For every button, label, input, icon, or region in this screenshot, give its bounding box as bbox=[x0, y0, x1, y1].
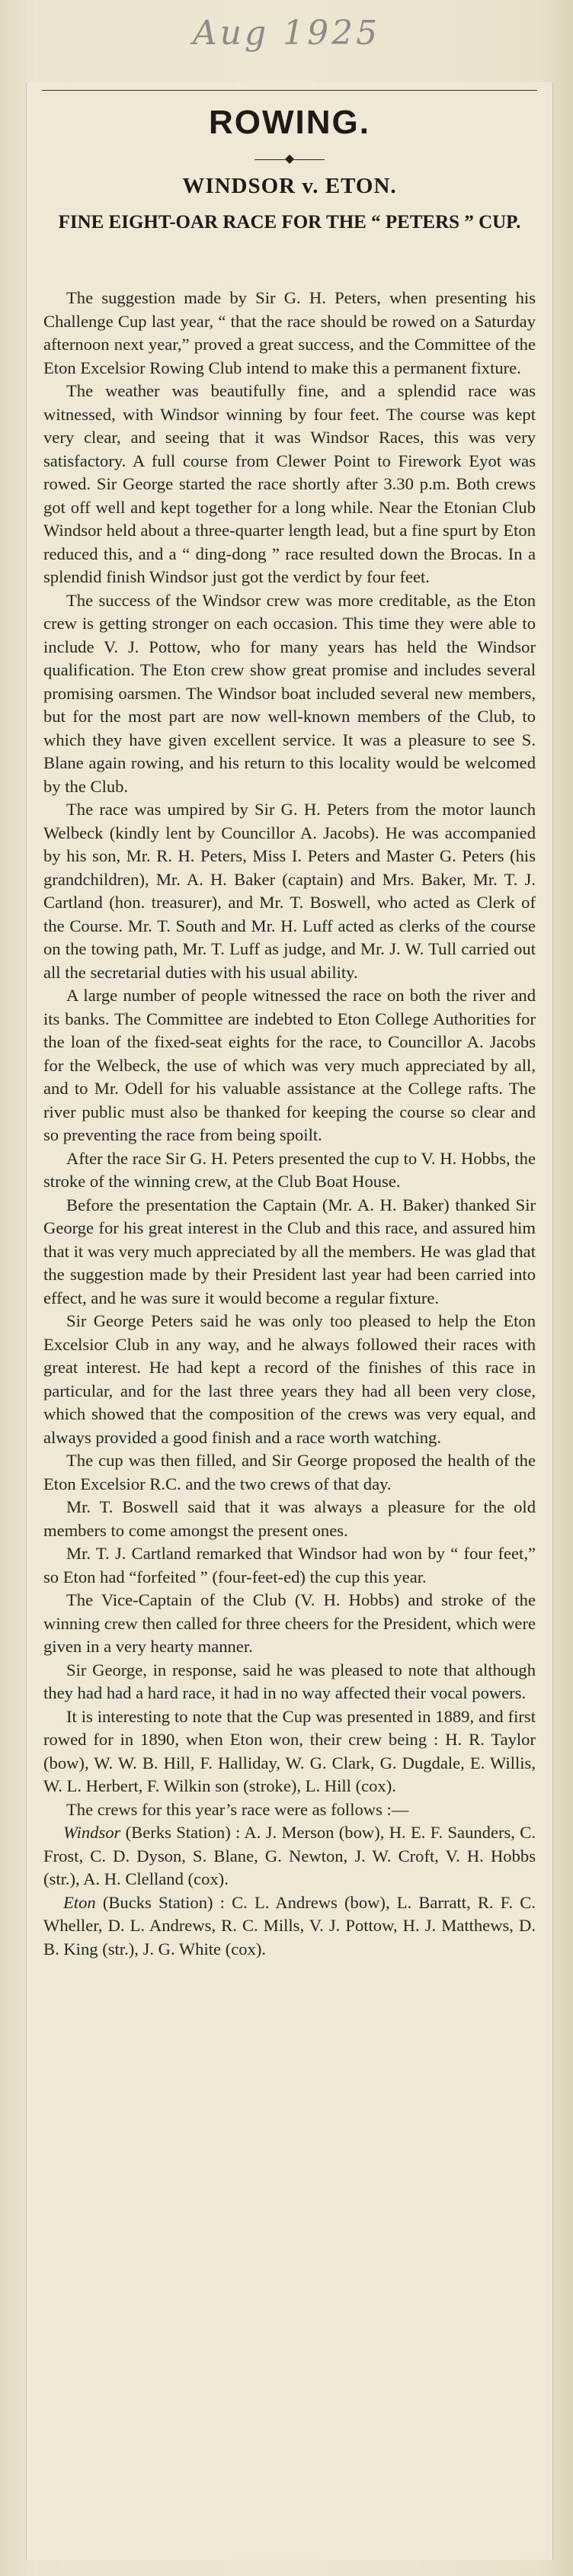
paragraph: A large number of people witnessed the race on both the river and its banks. The Committee are indebted to Eton College Authorities for the loan of the fixed-seat eights for the race, to Councillor A. Jacobs for the Welbeck, the use of which was very much appreciated by all, and to Mr. Odell for his valuable assistance at the College rafts. The river public must also be thanked for keeping the course so clear and so preventing the race from being spoilt. bbox=[43, 986, 536, 1144]
subheading: FINE EIGHT-OAR RACE FOR THE “ PETERS ” CUP. bbox=[58, 212, 521, 233]
windsor-crew bbox=[43, 1821, 536, 1891]
windsor-crew-members: (Berks Station) : A. J. Merson (bow), H. E. F. Saunders, C. Frost, C. D. Dyson, S. Blane, G. Newton, J. W. Croft, V. H. Hobbs (str.), A. H. Clelland (cox). bbox=[43, 1823, 536, 1888]
paragraph: The success of the Windsor crew was more creditable, as the Eton crew is getting stronger on each occasion. This time they were able to include V. J. Pottow, who for many years has held the Windsor qualification. The Eton crew show great promise and includes several promising oarsmen. The Windsor boat included several new members, but for the most part are now well-known members of the Club, to which they have given excellent service. It was a pleasure to see S. Blane again rowing, and his return to this locality would be welcomed by the Club. bbox=[43, 590, 536, 796]
ornament-divider: ◆ bbox=[27, 153, 552, 165]
paragraph: The suggestion made by Sir G. H. Peters, when presenting his Challenge Cup last year, “ that the race should be rowed on a Saturday afternoon next year,” proved a great success, and the Committee of the Eton Excelsior Rowing Club intend to make this a permanent fixture. bbox=[43, 288, 536, 377]
paragraph: The race was umpired by Sir G. H. Peters from the motor launch Welbeck (kindly lent by Councillor A. Jacobs). He was accompanied by his son, Mr. R. H. Peters, Miss I. Peters and Master G. Peters (his grandchildren), Mr. A. H. Baker (captain) and Mrs. Baker, Mr. T. J. Cartland (hon. treasurer), and Mr. T. Boswell, who acted as Clerk of the Course. Mr. T. South and Mr. H. Luff acted as clerks of the course on the towing path, Mr. T. Luff as judge, and Mr. J. W. Tull carried out all the secretarial duties with his usual ability. bbox=[43, 800, 536, 982]
paragraph: The crews for this year’s race were as follows :— bbox=[66, 1799, 409, 1819]
paragraph: The weather was beautifully fine, and a splendid race was witnessed, with Windsor winning by four feet. The course was kept very clear, and seeing that it was Windsor Races, this was very satisfactory. A full course from Clewer Point to Firework Eyot was rowed. Sir George started the race shortly after 3.30 p.m. Both crews got off well and kept together for a long while. Near the Etonian Club Windsor held about a three-quarter length lead, but a fine spurt by Eton reduced this, and a “ ding-dong ” race resulted down the Brocas. In a splendid finish Windsor just got the verdict by four feet. bbox=[43, 381, 536, 586]
paragraph: Mr. T. J. Cartland remarked that Windsor had won by “ four feet,” so Eton had “forfeited ” (four-feet-ed) the cup this year. bbox=[43, 1544, 536, 1586]
paragraph: Before the presentation the Captain (Mr. A. H. Baker) thanked Sir George for his great interest in the Club and this race, and assured him that it was very much appreciated by all the members. He was glad that the suggestion made by their President last year had been carried into effect, and he was sure it would become a regular fixture. bbox=[43, 1195, 536, 1307]
headline: WINDSOR v. ETON. bbox=[182, 174, 397, 198]
handwritten-date: Aug 1925 bbox=[192, 14, 381, 53]
paragraph: After the race Sir G. H. Peters presented the cup to V. H. Hobbs, the stroke of the winning crew, at the Club Boat House. bbox=[43, 1148, 536, 1191]
eton-crew bbox=[43, 1891, 536, 1962]
paragraph: Sir George, in response, said he was pleased to note that although they had had a hard race, it had in no way affected their vocal powers. bbox=[43, 1660, 536, 1702]
eton-crew-label: Eton bbox=[63, 1892, 96, 1912]
paragraph: The Vice-Captain of the Club (V. H. Hobbs) and stroke of the winning crew then called for three cheers for the President, which were given in a very hearty manner. bbox=[43, 1590, 536, 1656]
windsor-crew-label: Windsor bbox=[63, 1823, 121, 1842]
paragraph: Mr. T. Boswell said that it was always a pleasure for the old members to come amongst the present ones. bbox=[43, 1497, 536, 1540]
section-title: ROWING. bbox=[209, 104, 370, 141]
paragraph: Sir George Peters said he was only too pleased to help the Eton Excelsior Club in any way, and he always followed their races with great interest. He had kept a record of the finishes of this race in particular, and for the last three years they had all been very close, which showed that the composition of the crews was very equal, and always provided a good finish and a race worth watching. bbox=[43, 1311, 536, 1447]
eton-crew-members: (Bucks Station) : C. L. Andrews (bow), L. Barratt, R. F. C. Wheller, D. L. Andrews, R. C. Mills, V. J. Pottow, H. J. Matthews, D. B. King (str.), J. G. White (cox). bbox=[43, 1892, 536, 1958]
article-body bbox=[43, 287, 536, 1961]
top-rule bbox=[42, 90, 537, 91]
paragraph: The cup was then filled, and Sir George proposed the health of the Eton Excelsior R.C. and the two crews of that day. bbox=[43, 1451, 536, 1493]
newspaper-clipping bbox=[26, 82, 553, 2560]
paragraph: It is interesting to note that the Cup was presented in 1889, and first rowed for in 1890, when Eton won, their crew being : H. R. Taylor (bow), W. W. B. Hill, F. Halliday, W. G. Clark, G. Dugdale, E. Willis, W. L. Herbert, F. Wilkin son (stroke), L. Hill (cox). bbox=[43, 1706, 536, 1795]
